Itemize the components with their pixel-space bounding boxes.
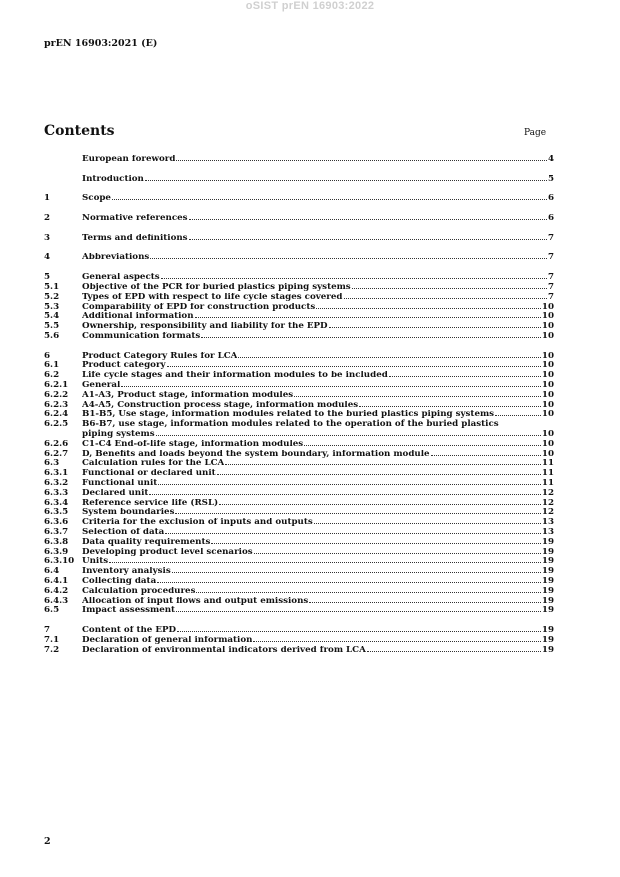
toc-leader-dots — [165, 533, 541, 534]
toc-entry[interactable] — [44, 646, 554, 656]
toc-entry-number: 6.1 — [44, 360, 60, 371]
toc-leader-dots — [189, 239, 547, 240]
toc-entry-number: 6.3.1 — [44, 468, 69, 479]
toc-entry-page: 12 — [541, 497, 554, 508]
toc-leader-dots — [344, 298, 547, 299]
toc-entry-page: 12 — [541, 507, 554, 518]
toc-entry[interactable] — [44, 518, 554, 528]
toc-entry[interactable] — [44, 587, 554, 597]
toc-entry-page: 10 — [541, 409, 554, 420]
toc-entry-page: 10 — [541, 428, 554, 439]
toc-entry-page: 7 — [547, 252, 554, 263]
toc-entry[interactable] — [44, 636, 554, 646]
toc-entry[interactable] — [44, 214, 554, 224]
toc-entry[interactable] — [44, 538, 554, 548]
toc-entry-number: 5.2 — [44, 291, 60, 302]
toc-entry-title: Declaration of environmental indicators derived from LCA — [82, 645, 366, 655]
toc-leader-dots — [367, 651, 541, 652]
toc-entry-page: 19 — [541, 556, 554, 567]
watermark: oSIST prEN 16903:2022 — [245, 0, 375, 12]
toc-leader-dots — [254, 553, 541, 554]
toc-entry-number: 5.5 — [44, 321, 60, 332]
toc-entry-page: 19 — [541, 585, 554, 596]
toc-entry[interactable] — [44, 371, 554, 381]
toc-entry-title: Allocation of input flows and output emissions — [82, 596, 309, 606]
toc-leader-dots — [157, 582, 541, 583]
toc-leader-dots — [359, 406, 541, 407]
toc-entry-title: Units — [82, 557, 109, 567]
toc-entry-title: Additional information — [82, 312, 194, 322]
toc-entry-number: 6 — [44, 350, 51, 361]
toc-leader-dots — [225, 464, 541, 465]
toc-entry-number: 6.3.4 — [44, 497, 69, 508]
toc-entry[interactable] — [44, 322, 554, 332]
toc-entry-page: 19 — [541, 595, 554, 606]
toc-entry-title: Introduction — [82, 174, 144, 184]
toc-entry[interactable] — [44, 499, 554, 509]
toc-leader-dots — [158, 484, 541, 485]
toc-entry-number: 5.3 — [44, 301, 60, 312]
toc-entry-number: 5.1 — [44, 281, 60, 292]
toc-leader-dots — [219, 504, 541, 505]
toc-leader-dots — [189, 219, 547, 220]
toc-entry[interactable] — [44, 234, 554, 244]
toc-entry-title: Product Category Rules for LCA — [82, 351, 238, 361]
toc-entry-page: 10 — [541, 301, 554, 312]
toc-entry-page: 5 — [547, 173, 554, 184]
toc-leader-dots — [238, 357, 541, 358]
toc-leader-dots — [149, 494, 540, 495]
toc-entry-number: 6.5 — [44, 605, 60, 616]
toc-entry[interactable] — [44, 332, 554, 342]
toc-entry-title: General aspects — [82, 273, 160, 283]
contents-title: Contents — [44, 123, 115, 139]
toc-entry-number: 6.4.1 — [44, 575, 69, 586]
toc-leader-dots — [121, 386, 541, 387]
toc-entry-page: 19 — [541, 625, 554, 635]
toc-entry[interactable] — [44, 450, 554, 460]
toc-entry-title: System boundaries — [82, 508, 175, 518]
toc-entry-page: 7 — [547, 281, 554, 292]
toc-entry-title: Life cycle stages and their information modules to be included — [82, 371, 388, 381]
toc-entry[interactable] — [44, 273, 554, 283]
toc-entry-number: 2 — [44, 213, 51, 224]
toc-entry-title: Calculation procedures — [82, 586, 196, 596]
toc-entry-title: Reference service life (RSL) — [82, 498, 219, 508]
toc-entry-title: Communication formats — [82, 331, 201, 341]
toc-entry-title: B1-B5, Use stage, information modules related to the buried plastics piping systems — [82, 410, 495, 420]
toc-entry-title-continued: piping systems — [82, 428, 155, 439]
toc-entry[interactable] — [44, 548, 554, 558]
toc-leader-dots — [167, 366, 541, 367]
toc-entry[interactable] — [44, 626, 554, 636]
toc-entry-title: Calculation rules for the LCA — [82, 459, 225, 469]
toc-entry-number: 5.4 — [44, 311, 60, 322]
toc-entry-title: C1-C4 End-of-life stage, information modules — [82, 439, 304, 449]
toc-entry-number: 6.2 — [44, 370, 60, 381]
toc-entry-title: D, Benefits and loads beyond the system boundary, information module — [82, 449, 430, 459]
table-of-contents — [44, 155, 554, 655]
toc-entry-title: A1-A3, Product stage, information modules — [82, 390, 294, 400]
document-id: prEN 16903:2021 (E) — [44, 38, 158, 49]
toc-leader-dots — [217, 474, 541, 475]
toc-leader-dots — [112, 199, 547, 200]
toc-entry-title: Criteria for the exclusion of inputs and outputs — [82, 518, 313, 528]
toc-leader-dots — [196, 592, 540, 593]
toc-entry-title: Functional or declared unit — [82, 469, 216, 479]
toc-leader-dots — [389, 376, 541, 377]
toc-entry[interactable] — [44, 303, 554, 313]
toc-entry-page: 19 — [541, 566, 554, 577]
toc-entry[interactable] — [44, 528, 554, 538]
toc-entry-page: 13 — [541, 517, 554, 528]
toc-entry-number: 6.4 — [44, 566, 60, 577]
toc-entry-page: 7 — [547, 291, 554, 302]
toc-entry-number: 5 — [44, 272, 51, 283]
toc-entry-title: Inventory analysis — [82, 567, 171, 577]
toc-entry[interactable] — [44, 508, 554, 518]
toc-entry-page: 19 — [541, 605, 554, 616]
toc-entry-title: Declaration of general information — [82, 635, 253, 645]
toc-leader-dots — [172, 572, 541, 573]
toc-entry-title: Functional unit — [82, 478, 158, 488]
toc-leader-dots — [211, 543, 541, 544]
toc-leader-dots — [304, 445, 541, 446]
toc-leader-dots — [150, 258, 547, 259]
toc-leader-dots — [352, 288, 547, 289]
toc-entry-number: 6.3.9 — [44, 546, 69, 557]
toc-leader-dots — [309, 602, 541, 603]
toc-entry-title: Developing product level scenarios — [82, 547, 253, 557]
toc-entry-title: Comparability of EPD for construction products — [82, 302, 316, 312]
toc-entry-page: 10 — [541, 360, 554, 371]
toc-entry-title: General — [82, 380, 121, 390]
toc-entry-page: 19 — [541, 575, 554, 586]
toc-entry-title: Impact assessment — [82, 606, 176, 616]
toc-entry-page: 10 — [541, 379, 554, 390]
toc-entry-title: Selection of data — [82, 527, 165, 537]
toc-entry-title: Declared unit — [82, 488, 149, 498]
toc-entry[interactable] — [44, 479, 554, 489]
toc-entry-title: Abbreviations — [82, 253, 150, 263]
toc-entry-number: 6.2.4 — [44, 409, 69, 420]
toc-entry[interactable] — [44, 459, 554, 469]
toc-entry-title: Types of EPD with respect to life cycle stages covered — [82, 292, 343, 302]
toc-leader-dots — [176, 160, 547, 161]
toc-entry-number: 6.4.3 — [44, 595, 69, 606]
toc-entry-page: 12 — [541, 487, 554, 498]
toc-entry-number: 6.3.2 — [44, 477, 69, 488]
toc-entry-page: 19 — [541, 634, 554, 645]
toc-entry-page: 10 — [541, 350, 554, 361]
toc-entry[interactable] — [44, 155, 554, 165]
toc-entry[interactable] — [44, 381, 554, 391]
toc-leader-dots — [161, 278, 547, 279]
toc-leader-dots — [316, 308, 541, 309]
toc-leader-dots — [195, 317, 541, 318]
toc-entry-page: 10 — [541, 321, 554, 332]
toc-leader-dots — [156, 435, 541, 436]
toc-entry[interactable] — [44, 557, 554, 567]
toc-entry-title: B6-B7, use stage, information modules related to the operation of the buried plastics — [82, 419, 499, 430]
toc-entry-title: A4-A5, Construction process stage, information modules — [82, 400, 359, 410]
toc-entry-title: Data quality requirements — [82, 537, 211, 547]
toc-entry[interactable] — [44, 469, 554, 479]
toc-entry[interactable] — [44, 597, 554, 607]
toc-entry[interactable] — [44, 567, 554, 577]
toc-entry-page: 10 — [541, 389, 554, 400]
toc-entry[interactable] — [44, 352, 554, 362]
toc-entry-page: 10 — [541, 438, 554, 449]
toc-entry-number: 4 — [44, 252, 51, 263]
toc-entry[interactable] — [44, 391, 554, 401]
toc-entry-number: 6.4.2 — [44, 585, 69, 596]
toc-entry-title: Objective of the PCR for buried plastics piping systems — [82, 282, 351, 292]
toc-entry-number: 6.3 — [44, 458, 60, 469]
toc-entry[interactable] — [44, 312, 554, 322]
toc-entry-number: 7 — [44, 625, 51, 635]
toc-leader-dots — [329, 327, 541, 328]
toc-entry-title: Product category — [82, 361, 166, 371]
toc-entry-page: 13 — [541, 526, 554, 537]
toc-leader-dots — [176, 611, 541, 612]
toc-entry-number: 6.2.3 — [44, 399, 69, 410]
toc-entry-number: 6.3.5 — [44, 507, 69, 518]
toc-entry[interactable] — [44, 489, 554, 499]
toc-entry-page: 7 — [547, 272, 554, 283]
toc-entry-title: European foreword — [82, 155, 176, 164]
toc-entry-number: 5.6 — [44, 330, 60, 341]
toc-entry-number: 6.3.3 — [44, 487, 69, 498]
toc-entry-page: 6 — [547, 213, 554, 224]
toc-entry-number: 6.3.10 — [44, 556, 75, 567]
toc-entry-page: 10 — [541, 448, 554, 459]
toc-leader-dots — [177, 631, 541, 632]
toc-entry[interactable] — [44, 361, 554, 371]
toc-leader-dots — [175, 513, 540, 514]
toc-entry-number: 6.2.2 — [44, 389, 69, 400]
toc-entry-page: 10 — [541, 399, 554, 410]
toc-entry-page: 11 — [541, 458, 554, 469]
toc-leader-dots — [145, 180, 547, 181]
toc-entry-number: 6.3.8 — [44, 536, 69, 547]
toc-entry-page: 19 — [541, 536, 554, 547]
toc-entry[interactable] — [44, 194, 554, 204]
toc-entry[interactable] — [44, 606, 554, 616]
toc-entry-title: Content of the EPD — [82, 626, 177, 635]
toc-entry-page: 10 — [541, 311, 554, 322]
toc-entry-number: 3 — [44, 232, 51, 243]
toc-entry-title: Scope — [82, 194, 111, 204]
toc-leader-dots — [314, 523, 541, 524]
toc-entry[interactable] — [44, 293, 554, 303]
toc-entry[interactable] — [44, 401, 554, 411]
toc-entry[interactable] — [44, 283, 554, 293]
toc-entry-number: 6.3.7 — [44, 526, 69, 537]
toc-leader-dots — [253, 641, 540, 642]
page-number: 2 — [44, 836, 51, 847]
toc-entry-page: 6 — [547, 193, 554, 204]
toc-entry-title: Collecting data — [82, 576, 157, 586]
toc-entry[interactable] — [44, 175, 554, 185]
toc-entry[interactable] — [44, 253, 554, 263]
toc-entry-page: 7 — [547, 232, 554, 243]
toc-entry-number: 7.2 — [44, 644, 60, 655]
toc-entry-page: 19 — [541, 546, 554, 557]
toc-entry-number: 6.2.6 — [44, 438, 69, 449]
toc-entry-number: 7.1 — [44, 634, 60, 645]
toc-entry-number: 6.2.5 — [44, 419, 69, 430]
toc-leader-dots — [431, 455, 541, 456]
toc-entry-title: Normative references — [82, 214, 188, 224]
toc-entry[interactable] — [44, 577, 554, 587]
toc-entry-page: 11 — [541, 468, 554, 479]
toc-entry-number: 6.2.1 — [44, 379, 69, 390]
toc-entry-title: Terms and definitions — [82, 233, 188, 243]
toc-entry-number: 6.3.6 — [44, 517, 69, 528]
toc-leader-dots — [201, 337, 541, 338]
toc-entry-title: Ownership, responsibility and liability for the EPD — [82, 322, 328, 332]
toc-leader-dots — [294, 396, 541, 397]
toc-entry-page: 11 — [541, 477, 554, 488]
toc-entry-number: 6.2.7 — [44, 448, 69, 459]
toc-entry-page: 10 — [541, 370, 554, 381]
toc-entry[interactable] — [44, 440, 554, 450]
toc-leader-dots — [109, 562, 541, 563]
toc-leader-dots — [495, 415, 541, 416]
toc-entry-number: 1 — [44, 193, 51, 204]
toc-entry[interactable] — [44, 420, 554, 440]
toc-entry-page: 4 — [547, 154, 554, 164]
toc-entry-page: 19 — [541, 644, 554, 655]
toc-entry-page: 10 — [541, 330, 554, 341]
page-column-label: Page — [524, 128, 547, 138]
